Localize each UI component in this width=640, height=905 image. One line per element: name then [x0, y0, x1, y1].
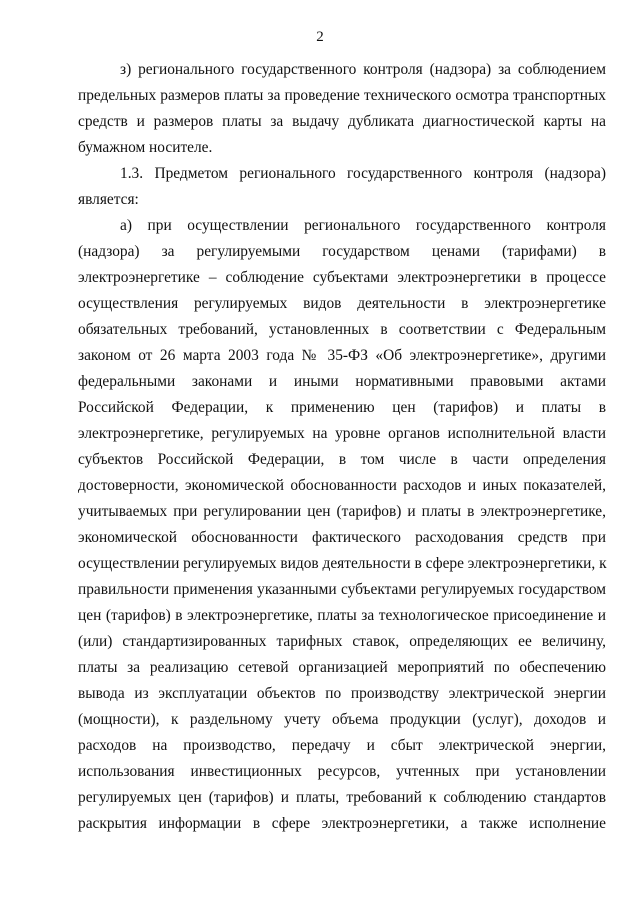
text-line: средств и размеров платы за выдачу дубликата диагностической карты на	[78, 113, 606, 130]
text-line: правильности применения указанными субъектами регулируемых государством	[78, 581, 606, 598]
text-line: электроэнергетике – соблюдение субъектами электроэнергетики в процессе	[78, 269, 606, 286]
text-line: з) регионального государственного контроля (надзора) за соблюдением	[120, 61, 606, 78]
text-line: (или) стандартизированных тарифных ставок, определяющих ее величину,	[78, 633, 606, 650]
text-line: обязательных требований, установленных в соответствии с Федеральным	[78, 321, 606, 338]
text-line: законом от 26 марта 2003 года № 35-ФЗ «Об электроэнергетике», другими	[78, 347, 606, 364]
text-line: цен (тарифов) в электроэнергетике, платы за технологическое присоединение и	[78, 607, 606, 624]
text-line: экономической обоснованности фактического расходования средств при	[78, 529, 606, 546]
text-line: расходов на производство, передачу и сбыт электрической энергии,	[78, 737, 606, 754]
text-line: электроэнергетике, регулируемых на уровне органов исполнительной власти	[78, 425, 606, 442]
text-line: Российской Федерации, к применению цен (тарифов) и платы в	[78, 399, 606, 416]
text-line: а) при осуществлении регионального государственного контроля	[120, 217, 606, 234]
text-line: (надзора) за регулируемыми государством ценами (тарифами) в	[78, 243, 606, 260]
text-line: осуществления регулируемых видов деятельности в электроэнергетике	[78, 295, 606, 312]
text-line: раскрытия информации в сфере электроэнергетики, а также исполнение	[78, 815, 606, 832]
text-line: платы за реализацию сетевой организацией мероприятий по обеспечению	[78, 659, 606, 676]
text-line: бумажном носителе.	[78, 139, 213, 156]
text-line: субъектов Российской Федерации, в том числе в части определения	[78, 451, 606, 468]
text-line: 1.3. Предметом регионального государственного контроля (надзора)	[120, 165, 606, 182]
text-line: является:	[78, 191, 139, 208]
text-line: регулируемых цен (тарифов) и платы, требований к соблюдению стандартов	[78, 789, 606, 806]
text-line: использования инвестиционных ресурсов, учтенных при установлении	[78, 763, 606, 780]
page-number: 2	[316, 29, 324, 45]
text-line: вывода из эксплуатации объектов по производству электрической энергии	[78, 685, 606, 702]
text-line: осуществлении регулируемых видов деятельности в сфере электроэнергетики, к	[78, 555, 607, 572]
text-line: федеральными законами и иными нормативными правовыми актами	[78, 373, 606, 390]
text-line: учитываемых при регулировании цен (тарифов) и платы в электроэнергетике,	[78, 503, 606, 520]
text-line: достоверности, экономической обоснованности расходов и иных показателей,	[78, 477, 606, 494]
text-line: (мощности), к раздельному учету объема продукции (услуг), доходов и	[78, 711, 606, 728]
text-line: предельных размеров платы за проведение технического осмотра транспортных	[78, 87, 606, 104]
